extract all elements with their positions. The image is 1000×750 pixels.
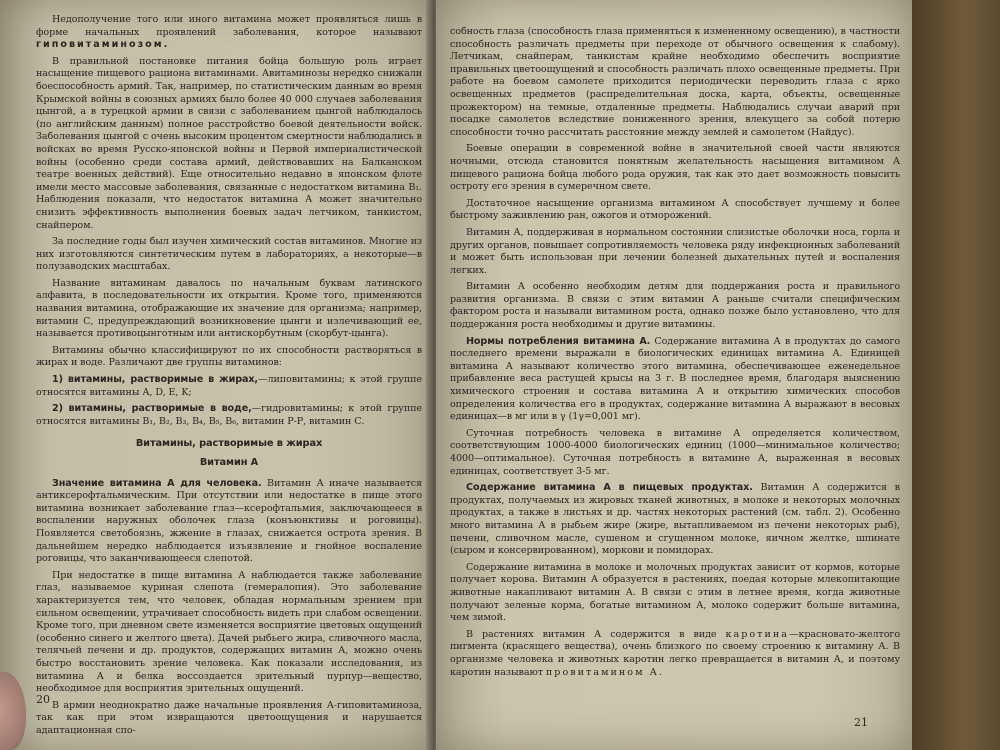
paragraph: Значение витамина А для человека. Витамин А иначе называется антиксерофтальмическим. При отсутствии или недостатке в пище этого витамина возникает заболевание глаз—ксерофтальмия, заключающееся в воспалении наружных оболочек глаза (конъюнктивы и роговицы). Появляется светобоязнь, жжение в глазах, снижается острота зрения. В дальнейшем нередко наблюдается изъязвление и гнойное воспаление роговицы, что заканчивающееся слепотой. — [36, 477, 422, 565]
left-page-text — [36, 14, 422, 741]
paragraph: При недостатке в пище витамина А наблюдается также заболевание глаз, называемое куриная слепота (гемералопия). Это заболевание характеризуется тем, что человек, обладая нормальным зрением при сильном освещении, утрачивает способность видеть при слабом освещении. Кроме того, при дневном свете изменяется восприятие цветовых ощущений (особенно синего и желтого цвета). Дачей рыбьего жира, сливочного масла, телячьей печени и др. продуктов, содержащих витамин А, можно очень быстро восстановить зрение человека. Как показали исследования, из витамина А и белка воссоздается зрительный пурпур—вещество, необходимое для восприятия зрительных ощущений. — [36, 569, 422, 695]
paragraph: Витамин А особенно необходим детям для поддержания роста и правильного развития организма. В связи с этим витамин А раньше считали специфическим фактором роста и называли витамином роста, однако позже было установлено, что для поддержания роста необходимы и другие витамины. — [450, 281, 900, 331]
paragraph: Недополучение того или иного витамина может проявляться лишь в форме начальных проявлений заболевания, которое называют гиповитаминозом. — [36, 14, 422, 51]
paragraph: Боевые операции в современной войне в значительной своей части являются ночными, отсюда становится понятным желательность насыщения витамином А пищевого рациона бойца любого рода оружия, так как это дает возможность повысить остроту его зрения в сумеречном свете. — [450, 143, 900, 193]
run-in-heading: Нормы потребления витамина А. — [466, 335, 651, 347]
paragraph: В правильной постановке питания бойца большую роль играет насыщение пищевого рациона витаминами. Авитаминозы нередко снижали боеспособность армий. Так, например, по статистическим данным во время Крымской войны в союзных армиях было более 40 000 случаев заболевания цынгой, а в турецкой армии в связи с заболеванием цынгой наблюдалось (по английским данным) полное расстройство боевой деятельности войск. Заболевания цынгой с очень высоким процентом смертности наблюдались в войсках во время Русско-японской войны и Первой империалистической войны (особенно среди состава армий, действовавших на Балканском театре военных действий). Еще относительно недавно в японском флоте имели место массовые заболевания, связанные с недостатком витамина B₁. Наблюдения показали, что недостаток витамина А может значительно снизить эффективность выполнения боевых задач летчиком, танкистом, снайпером. — [36, 55, 422, 231]
paragraph: Содержание витамина в молоке и молочных продуктах зависит от кормов, которые получает корова. Витамин А образуется в растениях, поедая которые млекопитающие животные накапливают витамин А. В связи с этим в летнее время, когда животные получают зеленые корма, богатые витамином А, молоко содержит больше витамина, чем зимой. — [450, 561, 900, 624]
page-number: 20 — [36, 693, 50, 706]
thumb — [0, 672, 26, 750]
right-page — [436, 0, 912, 750]
paragraph: Содержание витамина А в пищевых продуктах. Витамин А содержится в продуктах, получаемых из жировых тканей животных, в молоке и некоторых молочных продуктах, а также в листьях и др. частях некоторых растений (см. табл. 2). Особенно много витамина А в рыбьем жире (жире, вытапливаемом из печени некоторых рыб), печени, сливочном масле, сушеном и сгущенном молоке, яичном желтке, шпинате (сыром и консервированном), моркови и помидорах. — [450, 482, 900, 557]
paragraph: Витамин А, поддерживая в нормальном состоянии слизистые оболочки носа, горла и других органов, повышает сопротивляемость человека ряду инфекционных заболеваний и может быть использован при лечении болезней дыхательных путей и воспаления легких. — [450, 226, 900, 276]
paragraph: В армии неоднократно даже начальные проявления А-гиповитаминоза, так как при этом извращаются цветоощущения и нарушается адаптационная спо- — [36, 699, 422, 736]
right-page-text — [450, 26, 900, 683]
paragraph: За последние годы был изучен химический состав витаминов. Многие из них изготовляются синтетическим путем в лабораториях, а некоторые—в полузаводских масштабах. — [36, 236, 422, 273]
hypovitaminosis-term: гиповитаминозом. — [36, 39, 170, 51]
paragraph: Суточная потребность человека в витамине А определяется количеством, соответствующим 1000-4000 биологических единиц (1000—минимальное количество; 4000—оптимальное). Суточная потребность в витамине А, выраженная в весовых единицах, соответствует 3-5 мг. — [450, 427, 900, 477]
provitamin-term: провитамином А. — [545, 666, 664, 678]
subheading: Витамин А — [199, 457, 259, 468]
left-page — [0, 0, 432, 750]
table-surface-right — [912, 0, 1000, 750]
run-in-heading: Содержание витамина А в пищевых продуктах. — [466, 482, 753, 494]
paragraph: Нормы потребления витамина А. Содержание витамина А в продуктах до самого последнего времени выражали в биологических единицах витамина А. Единицей витамина А называют количество этого витамина, обеспечивающее еженедельное прибавление веса растущей крысы на 3 г. В последнее время, благодаря выяснению химического строения и состава витамина А и открытию химических способов определения количества его в продуктах, содержание витамина А выражают в весовых единицах—в мг или в γ (1γ=0,001 мг). — [450, 335, 900, 423]
paragraph: Достаточное насыщение организма витамином А способствует лучшему и более быстрому заживлению ран, ожогов и отморожений. — [450, 197, 900, 222]
run-in-heading: Значение витамина А для человека. — [52, 477, 262, 489]
section-heading: Витамины, растворимые в жирах — [135, 438, 323, 450]
carotene-term: каротина — [725, 628, 789, 640]
list-item: 1) витамины, растворимые в жирах,—липовитамины; к этой группе относятся витамины А, D, Е, K; — [36, 374, 423, 398]
paragraph: В растениях витамин А содержится в виде каротина—красновато-желтого пигмента (красящего вещества), очень близкого по своему строению к витамину А. В организме человека и животных каротин легко превращается в витамин А, и поэтому каротин называют провитамином А. — [450, 628, 901, 678]
list-item: 2) витамины, растворимые в воде,—гидровитамины; к этой группе относятся витамины B₁, B₂, B₃, B₄, B₅, B₆, витамин Р-Р, витамин С. — [36, 403, 423, 427]
paragraph: Витамины обычно классифицируют по их способности растворяться в жирах и воде. Различают две группы витаминов: — [36, 344, 422, 369]
paragraph: собность глаза (способность глаза применяться к измененному освещению), в частности способность различать предметы при переходе от обычного освещения к слабому). Летчикам, снайперам, танкистам крайне необходимо обеспечить восприятие правильных цветоощущений и способность различать плохо освещенные предметы. При работе на боевом самолете приходится периодически переводить глаза с ярко освещенных предметов (распределительная доска, карта, объекты, освещенные прожектором) на темные, отдаленные предметы. Наблюдались случаи аварий при посадке самолетов вследствие пониженного зрения, влекущего за собой потерю способности точно рассчитать расстояние между землей и самолетом (Найдус). — [450, 26, 900, 138]
paragraph: Название витаминам давалось по начальным буквам латинского алфавита, в последовательности их открытия. Кроме того, применяются названия витамина, отображающие их значение для организма; например, витамин С, предупреждающий возникновение цынги и излечивающий ее, называется противоцынготным или антискорбутным (скорбут-цынга). — [36, 277, 422, 340]
page-number: 21 — [854, 716, 868, 729]
